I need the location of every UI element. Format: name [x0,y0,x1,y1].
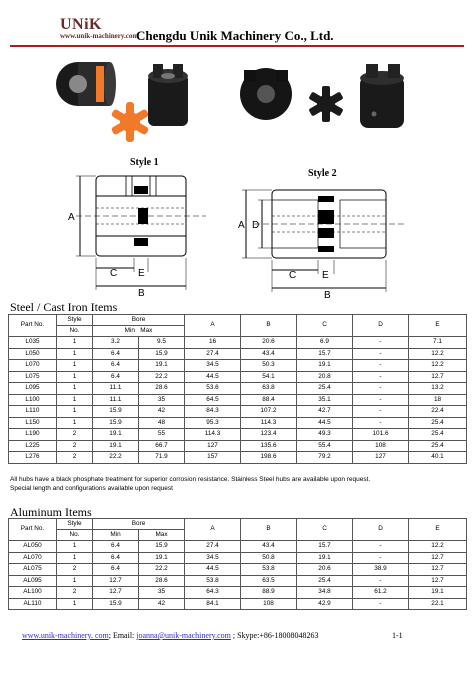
aluminum-section-title: Aluminum Items [10,505,92,519]
table-cell: 25.4 [409,417,467,429]
table-cell: 22.4 [409,406,467,418]
product-photos [48,54,428,146]
hub-side-image [360,64,404,128]
aluminum-table-row [9,564,467,576]
col-a: A [185,315,241,337]
table-cell: 107.2 [241,406,297,418]
table-cell: 13.2 [409,383,467,395]
table-cell: 64.3 [185,587,241,599]
aluminum-table-row [9,552,467,564]
table-cell: 40.1 [409,452,467,464]
table-cell: L095 [9,383,57,395]
table-cell: - [353,371,409,383]
page-number: 1-1 [392,631,403,640]
table-cell: - [353,417,409,429]
table-cell: 101.6 [353,429,409,441]
steel-table-row [9,383,467,395]
steel-table-row [9,348,467,360]
al-col-min: Min [93,530,139,541]
table-cell: 2 [57,587,93,599]
table-cell: 12.7 [409,371,467,383]
table-cell: 114.3 [185,429,241,441]
style2-diagram [234,178,410,300]
table-cell: - [353,348,409,360]
table-cell: 9.5 [139,337,185,349]
table-cell: 18 [409,394,467,406]
table-cell: 11.1 [93,383,139,395]
logo-text: UNiK [60,16,102,33]
table-cell: 2 [57,429,93,441]
note-1: All hubs have a black phosphate treatment for superior corrosion resistance. Stainless Steel hubs are available upon request. [10,476,371,483]
table-cell: 16 [185,337,241,349]
table-cell: 2 [57,452,93,464]
table-cell: 28.6 [139,383,185,395]
aluminum-table-body [9,541,467,610]
table-cell: 22.2 [139,371,185,383]
table-cell: 1 [57,371,93,383]
table-cell: 19.1 [139,552,185,564]
table-cell: 22.2 [93,452,139,464]
assembled-coupling-image [56,62,116,106]
table-cell: 1 [57,406,93,418]
table-cell: 12.7 [93,575,139,587]
table-cell: 35 [139,587,185,599]
style1-dim-e: E [138,268,145,279]
table-cell: 6.4 [93,348,139,360]
table-cell: 38.9 [353,564,409,576]
steel-table-row [9,406,467,418]
table-cell: 108 [353,440,409,452]
table-cell: 55 [139,429,185,441]
table-cell: 42.7 [297,406,353,418]
table-cell: 1 [57,337,93,349]
table-cell: 3.2 [93,337,139,349]
table-cell: 25.4 [409,429,467,441]
aluminum-table-row [9,598,467,610]
table-cell: 53.6 [185,383,241,395]
table-cell: 1 [57,541,93,553]
table-cell: 63.5 [241,575,297,587]
table-cell: 27.4 [185,541,241,553]
table-cell: 19.1 [93,440,139,452]
table-cell: 43.4 [241,348,297,360]
table-cell: 71.9 [139,452,185,464]
col-style-no: No. [57,326,93,337]
black-spider-image [308,86,343,122]
style1-dim-a: A [68,212,75,223]
steel-table-row [9,429,467,441]
steel-table-row [9,394,467,406]
table-cell: - [353,552,409,564]
table-cell: 1 [57,598,93,610]
table-cell: 157 [185,452,241,464]
table-cell: L110 [9,406,57,418]
table-cell: 19.1 [297,360,353,372]
style2-dim-c: C [289,270,297,281]
email-link[interactable]: joanna@unik-machinery.com [136,631,231,640]
col-bore: Bore [93,315,185,326]
table-cell: 127 [353,452,409,464]
table-cell: 35 [139,394,185,406]
steel-spec-table [8,314,467,464]
table-cell: 1 [57,417,93,429]
al-col-bore: Bore [93,519,185,530]
company-name: Chengdu Unik Machinery Co., Ltd. [136,28,334,43]
table-cell: 50.8 [241,552,297,564]
table-cell: 6.4 [93,360,139,372]
table-cell: 1 [57,383,93,395]
col-min: Min [124,326,135,334]
table-cell: 6.9 [297,337,353,349]
table-cell: 114.3 [241,417,297,429]
steel-table-body [9,337,467,464]
col-part-no: Part No. [9,315,57,337]
table-cell: L225 [9,440,57,452]
table-cell: 22.1 [409,598,467,610]
table-cell: AL070 [9,552,57,564]
table-cell: 15.7 [297,541,353,553]
al-col-d: D [353,519,409,541]
table-cell: AL100 [9,587,57,599]
aluminum-table-row [9,587,467,599]
aluminum-table-row [9,575,467,587]
table-cell: 19.1 [297,552,353,564]
table-cell: 6.4 [93,541,139,553]
table-cell: 84.3 [185,406,241,418]
steel-table-row [9,440,467,452]
style1-dim-c: C [110,268,118,279]
table-cell: - [353,598,409,610]
al-col-style-no: No. [57,530,93,541]
table-cell: 12.2 [409,541,467,553]
table-cell: 50.3 [241,360,297,372]
table-cell: 19.1 [409,587,467,599]
table-cell: 1 [57,575,93,587]
table-cell: 15.9 [93,417,139,429]
style1-label: Style 1 [130,157,159,168]
table-cell: 53.8 [185,575,241,587]
table-cell: 127 [185,440,241,452]
al-col-a: A [185,519,241,541]
company-logo [60,16,138,40]
table-cell: AL095 [9,575,57,587]
table-cell: 44.5 [297,417,353,429]
notes [10,475,460,493]
table-cell: 12.2 [409,360,467,372]
table-cell: 12.7 [409,575,467,587]
table-cell: 12.7 [409,552,467,564]
col-b: B [241,315,297,337]
table-cell: 15.9 [139,541,185,553]
table-cell: L190 [9,429,57,441]
table-cell: 49.3 [297,429,353,441]
style2-dim-e: E [322,270,329,281]
table-cell: L035 [9,337,57,349]
style1-diagram [66,168,216,300]
table-cell: 123.4 [241,429,297,441]
table-cell: 53.8 [241,564,297,576]
table-cell: - [353,383,409,395]
table-cell: 63.8 [241,383,297,395]
steel-table-row [9,371,467,383]
table-cell: 34.5 [185,552,241,564]
table-cell: 135.6 [241,440,297,452]
table-cell: 25.4 [297,575,353,587]
table-cell: 95.3 [185,417,241,429]
table-cell: 88.4 [241,394,297,406]
table-cell: 15.9 [93,406,139,418]
table-cell: 44.5 [185,371,241,383]
table-cell: 6.4 [93,371,139,383]
col-d: D [353,315,409,337]
table-cell: 11.1 [93,394,139,406]
orange-spider-image [111,102,150,142]
table-cell: AL075 [9,564,57,576]
table-cell: 43.4 [241,541,297,553]
table-cell: 27.4 [185,348,241,360]
table-cell: 19.1 [93,429,139,441]
table-cell: 2 [57,440,93,452]
table-cell: - [353,541,409,553]
table-cell: 12.2 [409,348,467,360]
steel-section-title: Steel / Cast Iron Items [10,300,118,314]
table-cell: 108 [241,598,297,610]
table-cell: - [353,360,409,372]
style2-dim-a: A [238,220,245,231]
table-cell: 42.9 [297,598,353,610]
table-cell: 6.4 [93,564,139,576]
table-cell: - [353,337,409,349]
table-cell: - [353,394,409,406]
table-cell: L150 [9,417,57,429]
table-cell: AL110 [9,598,57,610]
table-cell: 15.9 [139,348,185,360]
table-cell: 7.1 [409,337,467,349]
style2-label: Style 2 [308,168,337,179]
table-cell: AL050 [9,541,57,553]
logo-subtext: www.unik-machinery.com [60,32,139,40]
footer [22,631,462,640]
al-col-e: E [409,519,467,541]
table-cell: 34.8 [297,587,353,599]
aluminum-spec-table [8,518,467,610]
table-cell: 25.4 [297,383,353,395]
table-cell: 64.5 [185,394,241,406]
table-cell: 198.6 [241,452,297,464]
table-cell: 1 [57,552,93,564]
jaw-hub-image [148,64,188,126]
table-cell: 44.5 [185,564,241,576]
table-cell: 1 [57,360,93,372]
table-cell: 84.1 [185,598,241,610]
steel-table-row [9,337,467,349]
table-cell: 35.1 [297,394,353,406]
al-col-b: B [241,519,297,541]
table-cell: L050 [9,348,57,360]
table-cell: L276 [9,452,57,464]
table-cell: 79.2 [297,452,353,464]
col-e: E [409,315,467,337]
table-cell: 54.1 [241,371,297,383]
table-cell: 22.2 [139,564,185,576]
steel-table-row [9,417,467,429]
col-max: Max [140,326,153,334]
al-col-c: C [297,519,353,541]
email-label: ; Email: [108,631,137,640]
table-cell: 88.9 [241,587,297,599]
table-cell: 28.6 [139,575,185,587]
table-cell: 48 [139,417,185,429]
table-cell: - [353,575,409,587]
table-cell: 42 [139,406,185,418]
table-cell: 20.6 [241,337,297,349]
table-cell: 12.7 [93,587,139,599]
style2-dim-d: D [252,220,260,231]
steel-table-row [9,452,467,464]
table-cell: 1 [57,394,93,406]
aluminum-table-row [9,541,467,553]
al-col-part-no: Part No. [9,519,57,541]
col-style: Style [57,315,93,326]
al-col-style: Style [57,519,93,530]
table-cell: 20.8 [297,371,353,383]
style2-dim-b: B [324,290,331,300]
table-cell: 25.4 [409,440,467,452]
note-2: Special length and configurations available upon request [10,485,173,492]
table-cell: 6.4 [93,552,139,564]
table-cell: L075 [9,371,57,383]
hub-front-image [240,68,292,120]
table-cell: 2 [57,564,93,576]
al-col-max: Max [139,530,185,541]
table-cell: L100 [9,394,57,406]
style1-dim-b: B [138,288,145,299]
steel-table-row [9,360,467,372]
table-cell: 42 [139,598,185,610]
table-cell: 55.4 [297,440,353,452]
table-cell: 15.7 [297,348,353,360]
table-cell: 66.7 [139,440,185,452]
col-c: C [297,315,353,337]
table-cell: 19.1 [139,360,185,372]
table-cell: 61.2 [353,587,409,599]
table-cell: 34.5 [185,360,241,372]
table-cell: 1 [57,348,93,360]
table-cell: - [353,406,409,418]
table-cell: 20.6 [297,564,353,576]
table-cell: 15.9 [93,598,139,610]
header-rule [10,45,464,47]
col-bore-minmax [93,326,185,337]
website-link[interactable]: www.unik-machinery. com [22,631,109,640]
skype-text: ; Skype:+86-18008048263 [230,631,319,640]
table-cell: L070 [9,360,57,372]
table-cell: 12.7 [409,564,467,576]
